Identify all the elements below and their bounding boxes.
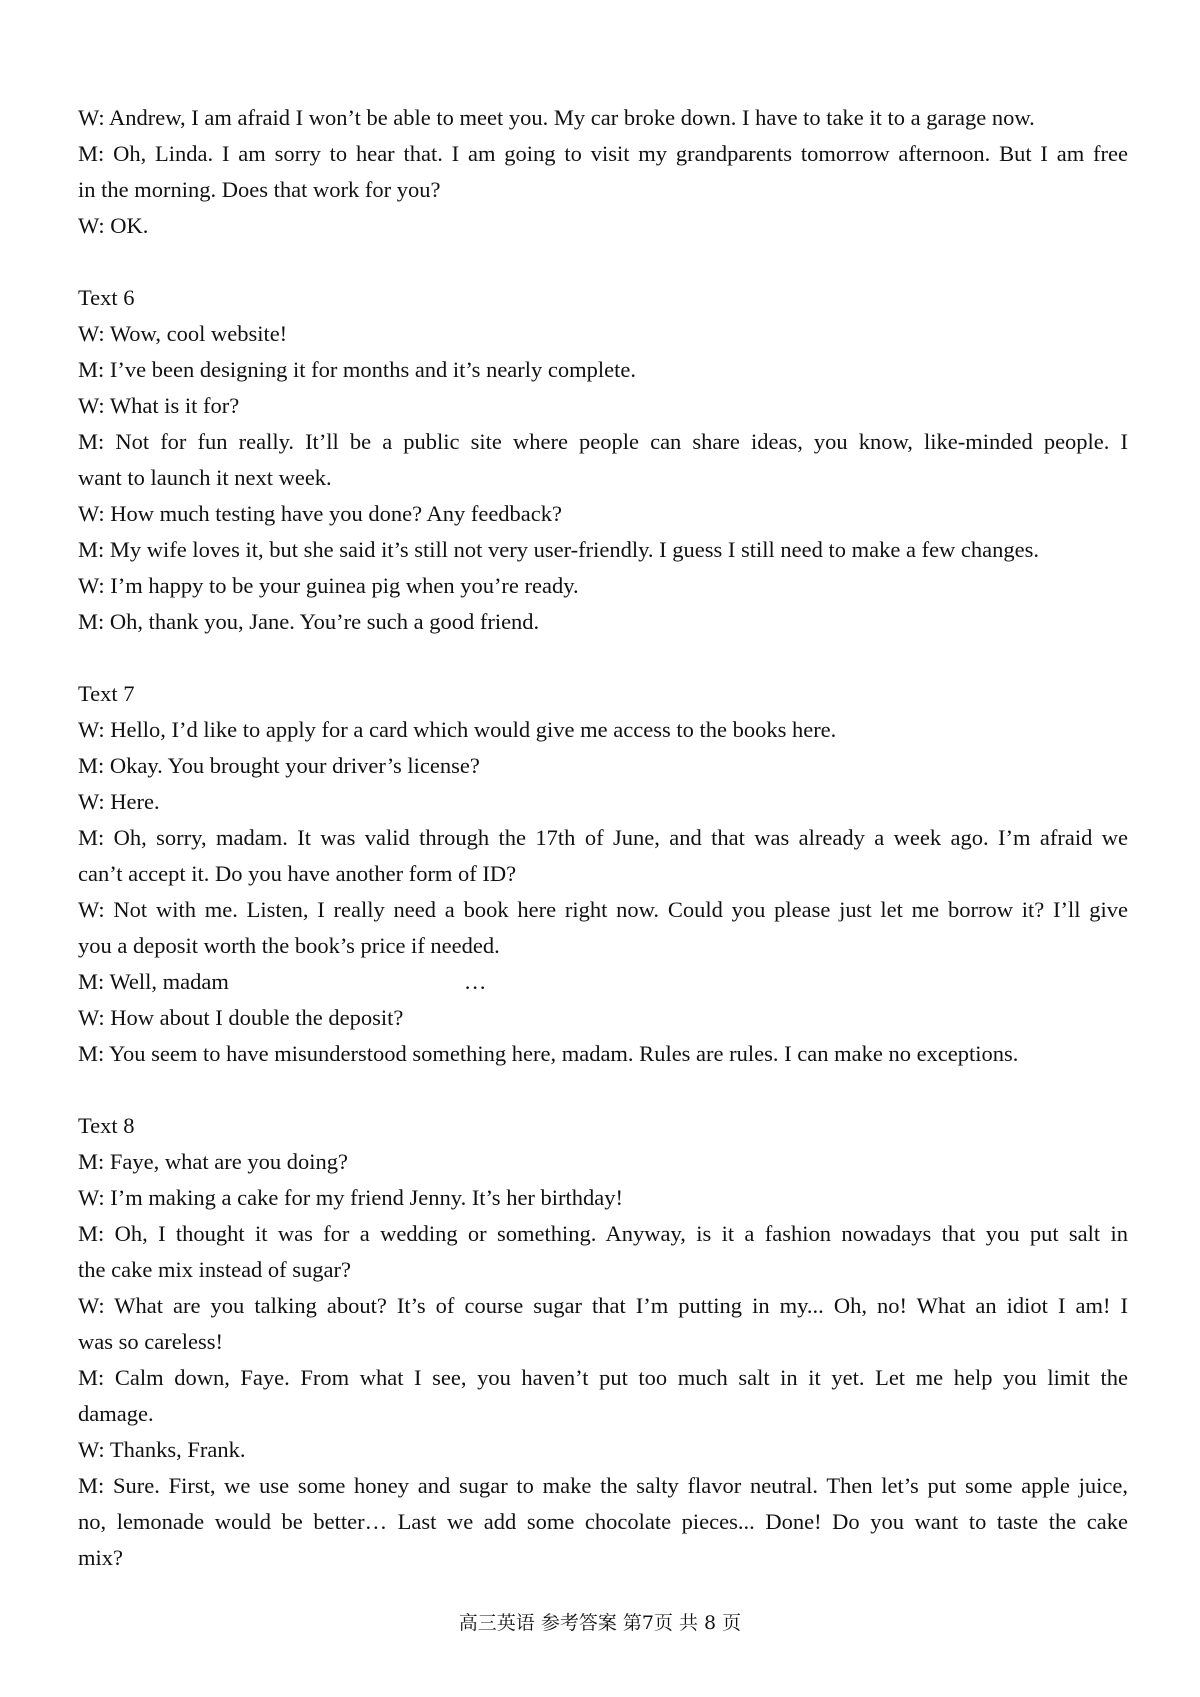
- text-line: M: You seem to have misunderstood something here, madam. Rules are rules. I can make no exceptions.: [78, 1041, 1019, 1066]
- text-line: W: Here.: [78, 789, 160, 814]
- text-line: you a deposit worth the book’s price if needed.: [78, 933, 500, 958]
- text-line: can’t accept it. Do you have another form of ID?: [78, 861, 517, 886]
- text-line: M: Oh, thank you, Jane. You’re such a good friend.: [78, 609, 540, 634]
- text-line: [78, 964, 1128, 1000]
- text-line: W: Wow, cool website!: [78, 321, 288, 346]
- text-line: M: Oh, I thought it was for a wedding or something. Anyway, is it a fashion nowadays that you put salt in: [78, 1221, 1128, 1246]
- text-line: W: Not with me. Listen, I really need a book here right now. Could you please just let me borrow it? I’ll give: [78, 897, 1128, 922]
- text-line: no, lemonade would be better… Last we add some chocolate pieces... Done! Do you want to taste the cake: [78, 1509, 1128, 1534]
- text-line: M: Oh, Linda. I am sorry to hear that. I am going to visit my grandparents tomorrow afternoon. But I am free: [78, 141, 1128, 166]
- text-line: M: Oh, sorry, madam. It was valid through the 17th of June, and that was already a week ago. I’m afraid we: [78, 825, 1128, 850]
- text-line: W: Andrew, I am afraid I won’t be able to meet you. My car broke down. I have to take it to a garage now.: [78, 105, 1035, 130]
- section-heading: Text 8: [78, 1113, 135, 1138]
- text-line: W: How about I double the deposit?: [78, 1005, 404, 1030]
- text-line: M: I’ve been designing it for months and it’s nearly complete.: [78, 357, 636, 382]
- ellipsis: …: [463, 969, 487, 994]
- section-heading: Text 6: [78, 285, 135, 310]
- text-line: M: Faye, what are you doing?: [78, 1149, 348, 1174]
- text-line: M: Calm down, Faye. From what I see, you haven’t put too much salt in it yet. Let me help you limit the: [78, 1365, 1128, 1390]
- paragraph-gap: [78, 640, 1128, 676]
- text-line: W: I’m making a cake for my friend Jenny. It’s her birthday!: [78, 1185, 624, 1210]
- page-footer: 高三英语 参考答案 第7页 共 8 页: [458, 1612, 742, 1634]
- text-line: W: How much testing have you done? Any feedback?: [78, 501, 563, 526]
- section-heading: Text 7: [78, 681, 135, 706]
- text-line: W: I’m happy to be your guinea pig when you’re ready.: [78, 573, 579, 598]
- paragraph-gap: [78, 1072, 1128, 1108]
- paragraph-gap: [78, 244, 1128, 280]
- text-line: M: Not for fun really. It’ll be a public site where people can share ideas, you know, like-minded people. I: [78, 429, 1128, 454]
- text-line: W: What is it for?: [78, 393, 240, 418]
- text-line: M: Okay. You brought your driver’s license?: [78, 753, 480, 778]
- text-line: mix?: [78, 1545, 123, 1570]
- text-line: W: What are you talking about? It’s of course sugar that I’m putting in my... Oh, no! What an idiot I am! I: [78, 1293, 1128, 1318]
- text-line: W: Hello, I’d like to apply for a card which would give me access to the books here.: [78, 717, 837, 742]
- text-line: was so careless!: [78, 1329, 223, 1354]
- text-line: W: Thanks, Frank.: [78, 1437, 246, 1462]
- text-line: M: Sure. First, we use some honey and sugar to make the salty flavor neutral. Then let’s put some apple juice,: [78, 1473, 1128, 1498]
- text-line: the cake mix instead of sugar?: [78, 1257, 352, 1282]
- text-line: want to launch it next week.: [78, 465, 332, 490]
- text-line: in the morning. Does that work for you?: [78, 177, 441, 202]
- line-start: M: Well, madam: [78, 969, 229, 994]
- text-line: W: OK.: [78, 213, 149, 238]
- text-line: damage.: [78, 1401, 154, 1426]
- text-line: M: My wife loves it, but she said it’s still not very user-friendly. I guess I still need to make a few changes.: [78, 537, 1040, 562]
- document-body: [78, 100, 1128, 1576]
